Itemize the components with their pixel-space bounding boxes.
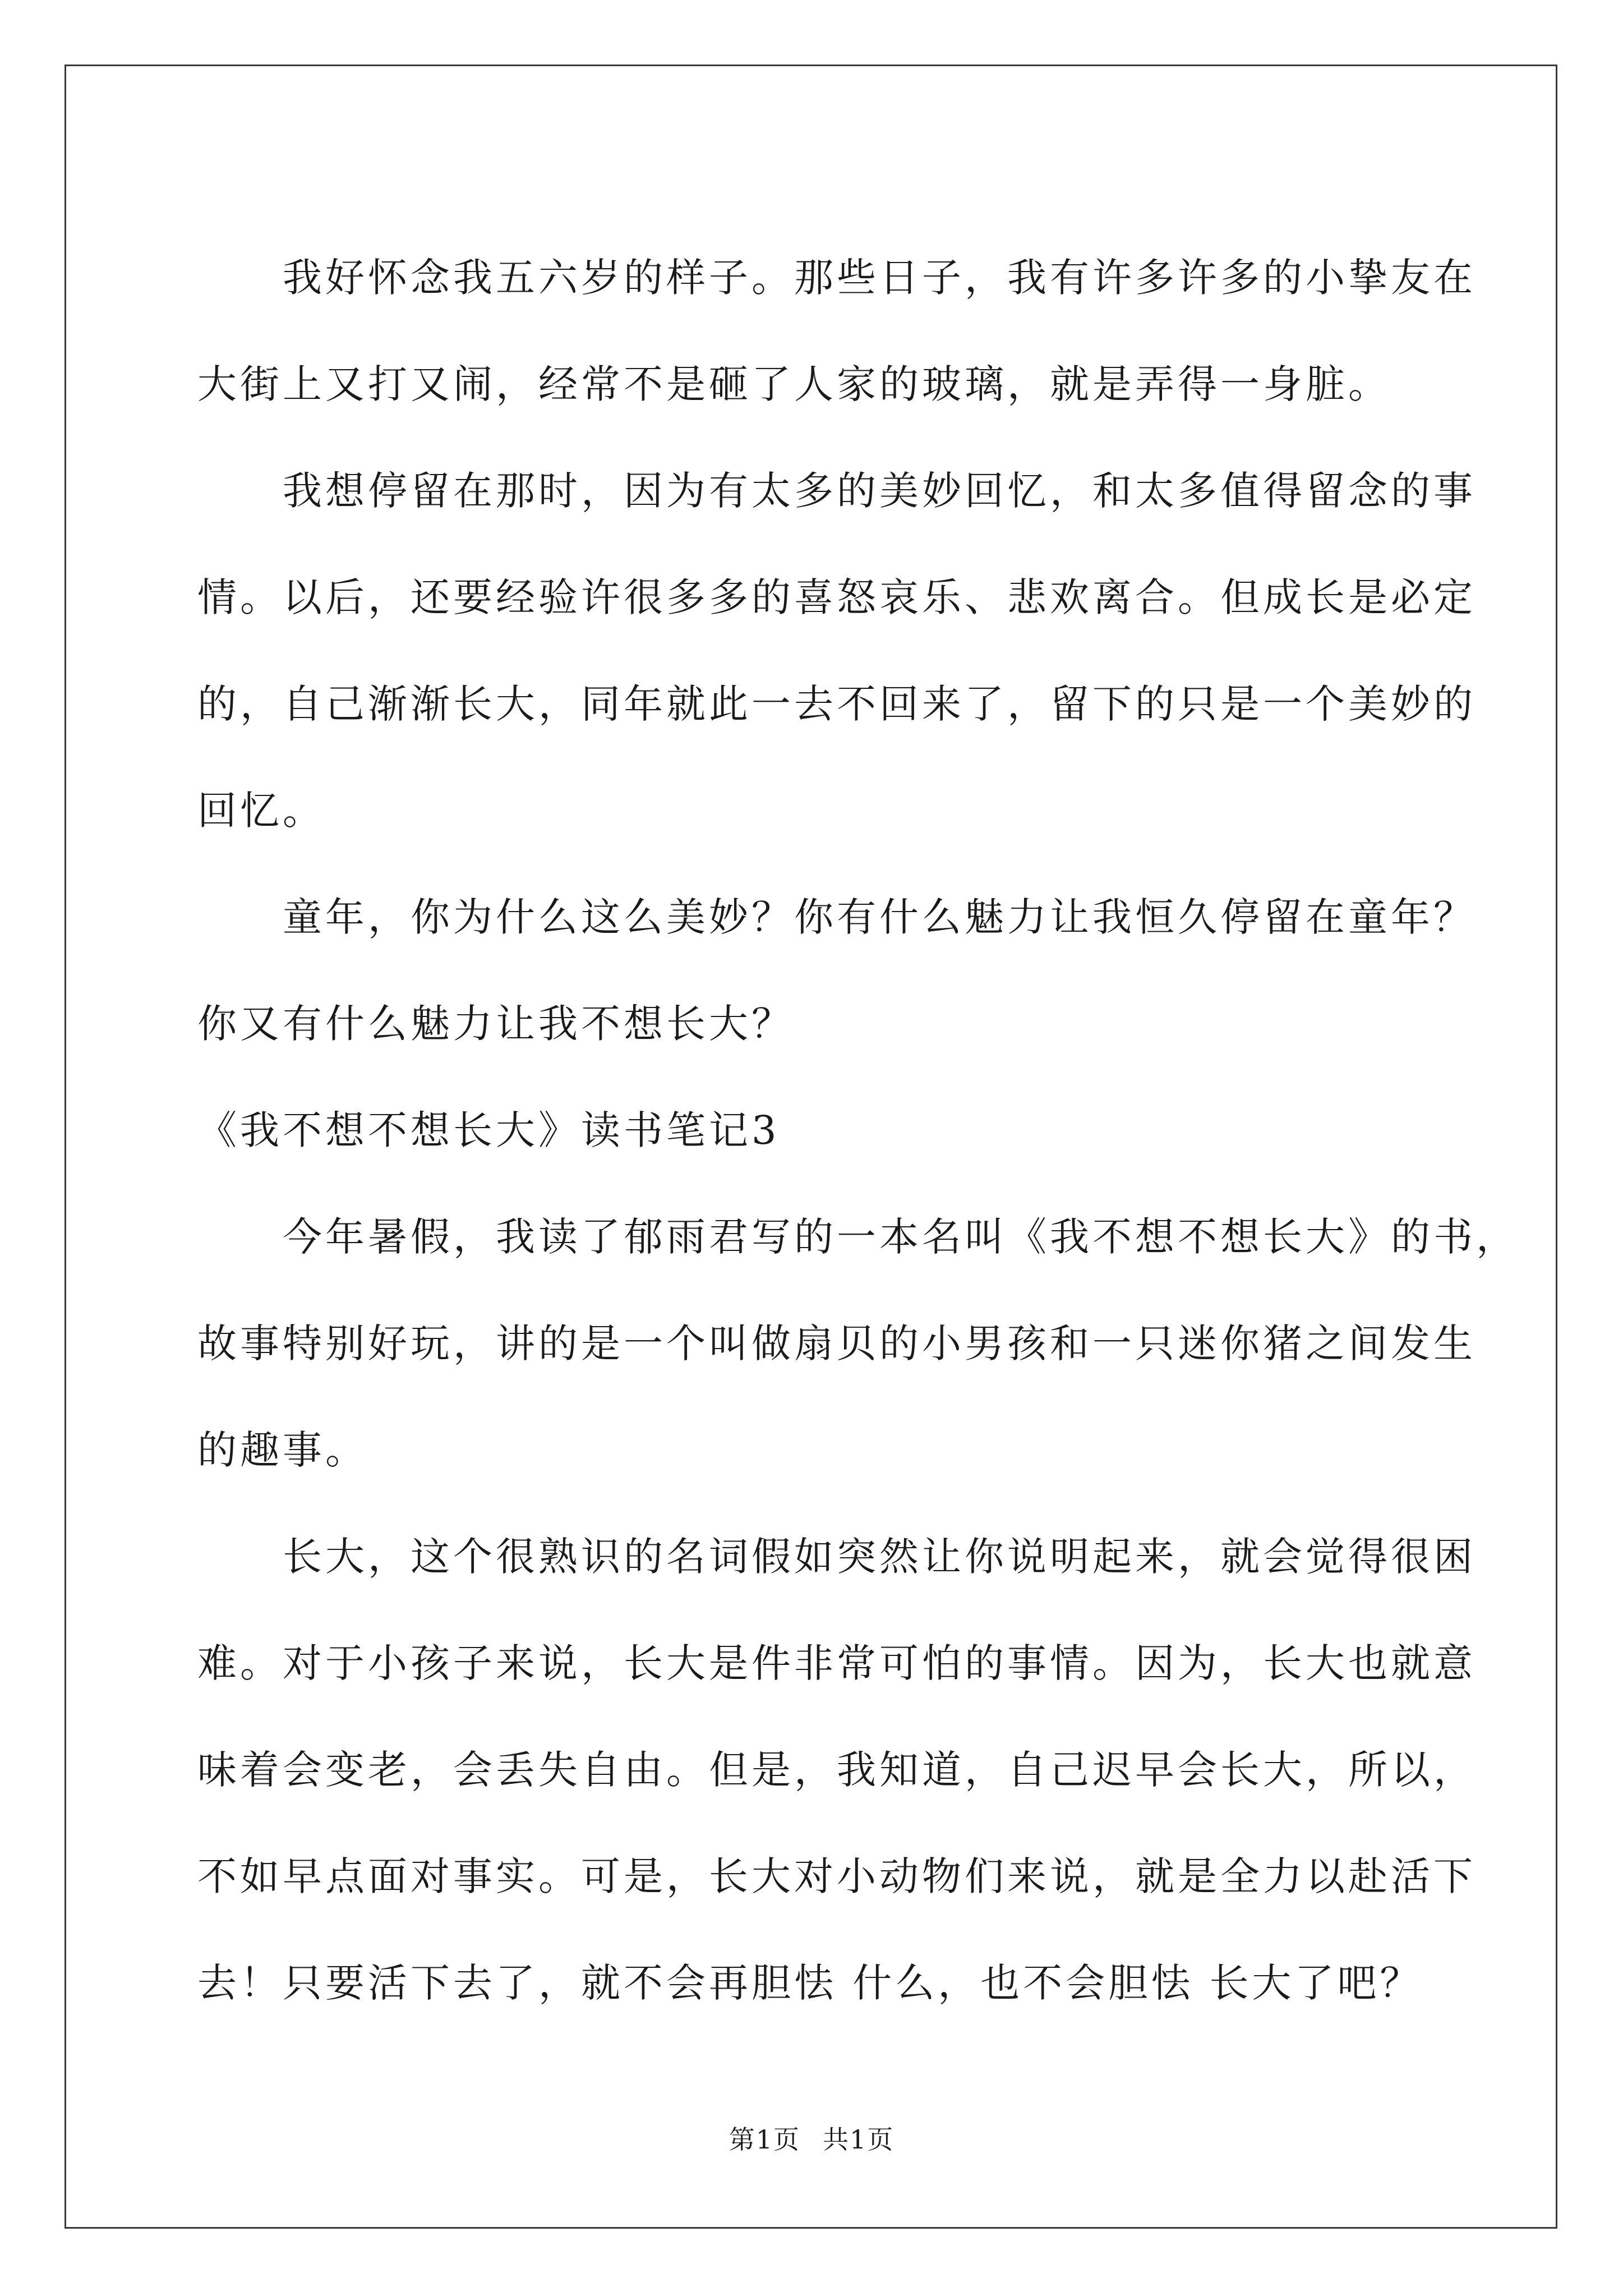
text-line: 去！只要活下去了，就不会再胆怯 什么，也不会胆怯 长大了吧？ [197,1960,1423,2006]
text-line: 回忆。 [197,788,325,834]
text-line: 今年暑假，我读了郁雨君写的一本名叫《我不想不想长大》的书， [283,1214,1519,1260]
text-line: 我想停留在那时，因为有太多的美妙回忆，和太多值得留念的事 [283,468,1476,514]
text-line: 童年，你为什么这么美妙？你有什么魅力让我恒久停留在童年？ [283,894,1476,940]
section-heading: 《我不想不想长大》读书笔记3 [197,1107,780,1153]
text-line: 情。以后，还要经验许很多多的喜怒哀乐、悲欢离合。但成长是必定 [197,574,1476,620]
text-line: 的趣事。 [197,1427,368,1473]
page-total: 共1页 [823,2124,895,2155]
text-line: 你又有什么魅力让我不想长大？ [197,1001,794,1047]
text-line: 不如早点面对事实。可是，长大对小动物们来说，就是全力以赴活下 [197,1853,1476,1899]
page-number: 第1页 [728,2124,800,2155]
text-line: 的，自己渐渐长大，同年就此一去不回来了，留下的只是一个美妙的 [197,681,1476,727]
text-line: 长大，这个很熟识的名词假如突然让你说明起来，就会觉得很困 [283,1534,1476,1580]
text-line: 难。对于小孩子来说，长大是件非常可怕的事情。因为，长大也就意 [197,1640,1476,1686]
text-line: 大街上又打又闹，经常不是砸了人家的玻璃，就是弄得一身脏。 [197,361,1391,407]
page-footer [0,2119,1623,2156]
document-body [197,224,1519,2036]
text-line: 味着会变老，会丢失自由。但是，我知道，自己迟早会长大，所以， [197,1747,1476,1793]
text-line: 故事特别好玩，讲的是一个叫做扇贝的小男孩和一只迷你猪之间发生 [197,1320,1476,1366]
text-line: 我好怀念我五六岁的样子。那些日子，我有许多许多的小挚友在 [283,255,1476,301]
